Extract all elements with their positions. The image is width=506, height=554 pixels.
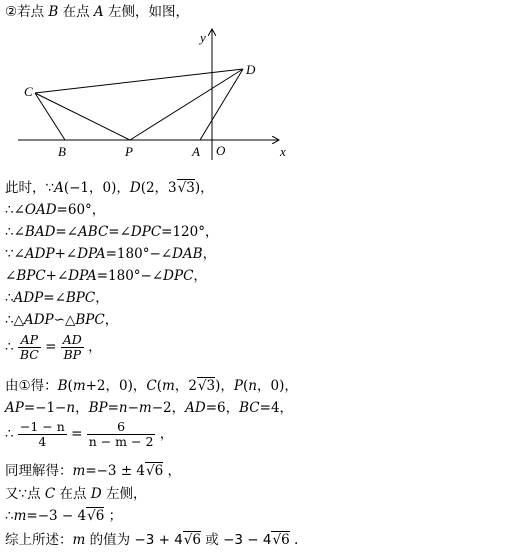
angle-name: BAD [24, 224, 56, 240]
denominator: BP [63, 347, 82, 362]
numerator: −1 − n [19, 419, 65, 434]
angle-name: DPC [130, 224, 162, 240]
point-label: C [146, 378, 157, 394]
text: ( [243, 378, 249, 394]
circle-number: ② [5, 4, 18, 20]
sqrt-expression: √3 [197, 378, 216, 394]
variable: m [72, 378, 86, 394]
text: = [107, 400, 119, 416]
solution-line-11 [5, 420, 173, 449]
solution-line-4 [5, 246, 216, 262]
variable: m [138, 400, 152, 416]
variable: n [66, 400, 76, 416]
solution-line-14 [5, 508, 122, 524]
point-c-label: C [24, 84, 33, 99]
variable: m [72, 463, 86, 479]
text: ∴ [5, 426, 18, 442]
segment-cp [35, 93, 130, 140]
text: ∴∠ [5, 202, 25, 218]
segment-name: BP [88, 400, 108, 416]
text: − [127, 400, 139, 416]
text: +∠ [54, 246, 78, 262]
header-line [5, 4, 189, 20]
text: ； [104, 508, 123, 524]
text: 的值为 −3 + 4 [85, 532, 183, 548]
angle-name: BPC [16, 268, 46, 284]
solution-line-15 [5, 532, 298, 548]
y-axis-label: y [200, 30, 206, 45]
variable: n [118, 400, 128, 416]
text: ， [83, 339, 102, 355]
angle-name: ADP [13, 290, 44, 306]
angle-name: ABC [78, 224, 109, 240]
text: ∴ [5, 339, 18, 355]
radicand: 3 [186, 180, 195, 196]
angle-name: DPC [163, 268, 194, 284]
fraction-ad-bp [61, 333, 84, 362]
text: )， [215, 378, 234, 394]
angle-name: DAB [172, 246, 203, 262]
text: (−1，0)， [63, 180, 130, 196]
text: =−3 − 4 [26, 508, 87, 524]
text: =60°， [56, 202, 106, 218]
point-b-label: B [58, 144, 66, 159]
solution-line-2 [5, 202, 105, 218]
text: =120°， [161, 224, 219, 240]
point-label: A [54, 180, 64, 196]
text: ( [156, 378, 163, 394]
text: ， [95, 290, 109, 306]
header-text: 若点 [17, 4, 49, 20]
text: =6， [205, 400, 240, 416]
text: ∴∠ [5, 224, 25, 240]
text: ∴ [5, 290, 14, 306]
radicand: 3 [206, 378, 216, 394]
header-text: 在点 [58, 4, 94, 20]
variable: m [162, 378, 175, 394]
sqrt-expression: √6 [146, 463, 164, 479]
header-text: 左侧，如图， [103, 4, 189, 20]
sqrt-expression: √6 [87, 508, 105, 524]
solution-line-3 [5, 224, 219, 240]
point-label: D [90, 486, 102, 502]
numerator: AD [62, 332, 82, 347]
text: 同理解得： [5, 463, 73, 479]
point-label: P [233, 378, 243, 394]
triangle-name: BPC [75, 312, 105, 328]
fraction-right [87, 420, 156, 449]
text: 在点 [55, 486, 91, 502]
x-axis-label: x [280, 144, 286, 159]
text: 此时，∵ [5, 180, 55, 196]
angle-name: OAD [24, 202, 57, 218]
text: 又∵点 [5, 486, 45, 502]
text: =180°−∠ [96, 268, 164, 284]
text: ， [155, 426, 174, 442]
radicand: 6 [95, 508, 105, 524]
point-a-label: A [192, 144, 200, 159]
radicand: 6 [192, 532, 201, 548]
angle-name: ADP [24, 246, 55, 262]
text: +2，0)， [85, 378, 147, 394]
denominator: BC [19, 347, 39, 362]
denominator: 4 [38, 434, 47, 449]
fraction-left [18, 420, 67, 449]
fraction-ap-bc [18, 333, 41, 362]
text: =∠ [108, 224, 131, 240]
sqrt-expression: √6 [272, 532, 290, 548]
solution-line-6 [5, 290, 109, 306]
text: 左侧， [101, 486, 147, 502]
text: ，2 [174, 378, 197, 394]
angle-name: BPC [65, 290, 96, 306]
point-label: D [129, 180, 141, 196]
solution-line-12 [5, 463, 181, 479]
text: −2， [151, 400, 186, 416]
solution-line-10 [5, 400, 293, 416]
text: =4， [259, 400, 294, 416]
text: ∵∠ [5, 246, 25, 262]
variable: n [248, 378, 257, 394]
solution-line-5 [5, 268, 207, 284]
text: =−1− [23, 400, 67, 416]
solution-line-7 [5, 312, 118, 328]
text: ∽△ [53, 312, 76, 328]
text: ∴△ [5, 312, 24, 328]
variable: m [72, 532, 86, 548]
numerator: 6 [87, 420, 156, 435]
solution-line-9 [5, 378, 298, 394]
text: ( [67, 378, 73, 394]
angle-name: DPA [77, 246, 106, 262]
equals-sign: = [66, 426, 87, 442]
text: ， [75, 400, 89, 416]
sqrt-expression: √3 [177, 180, 195, 196]
text: ， [104, 312, 119, 328]
equals-sign: = [40, 339, 61, 355]
radicand: 6 [281, 532, 290, 548]
text: )， [194, 180, 214, 196]
text: ， [163, 463, 182, 479]
solution-line-8 [5, 333, 102, 362]
point-label: B [57, 378, 68, 394]
point-label: C [44, 486, 56, 502]
text: =180°−∠ [105, 246, 173, 262]
geometry-figure [0, 22, 506, 162]
radicand: 6 [154, 463, 164, 479]
text: +∠ [45, 268, 69, 284]
point-d-label: D [246, 62, 256, 77]
variable: m [13, 508, 27, 524]
text: 由①得： [5, 378, 58, 394]
text: 或 −3 − 4 [200, 532, 272, 548]
segment-name: BC [239, 400, 260, 416]
point-p-label: P [125, 144, 133, 159]
text: ， [202, 246, 217, 262]
text: ∠ [5, 268, 17, 284]
text: 综上所述： [5, 532, 73, 548]
text: ，0)， [256, 378, 298, 394]
sqrt-expression: √6 [183, 532, 201, 548]
angle-name: DPA [68, 268, 97, 284]
point-a-label: A [93, 4, 104, 20]
triangle-name: ADP [23, 312, 54, 328]
segment-name: AD [185, 400, 206, 416]
origin-label: O [216, 143, 226, 158]
text: ， [193, 268, 207, 284]
text: . [289, 532, 299, 548]
denominator: n − m − 2 [88, 434, 154, 449]
point-b-label: B [48, 4, 59, 20]
text: =−3 ± 4 [85, 463, 146, 479]
text: (2，3 [140, 180, 177, 196]
segment-name: AP [5, 400, 24, 416]
text: ∴ [5, 508, 14, 524]
solution-line-1 [5, 180, 214, 196]
text: =∠ [43, 290, 66, 306]
text: =∠ [55, 224, 79, 240]
numerator: AP [18, 333, 41, 348]
solution-line-13 [5, 486, 146, 502]
segment-da [200, 69, 243, 140]
